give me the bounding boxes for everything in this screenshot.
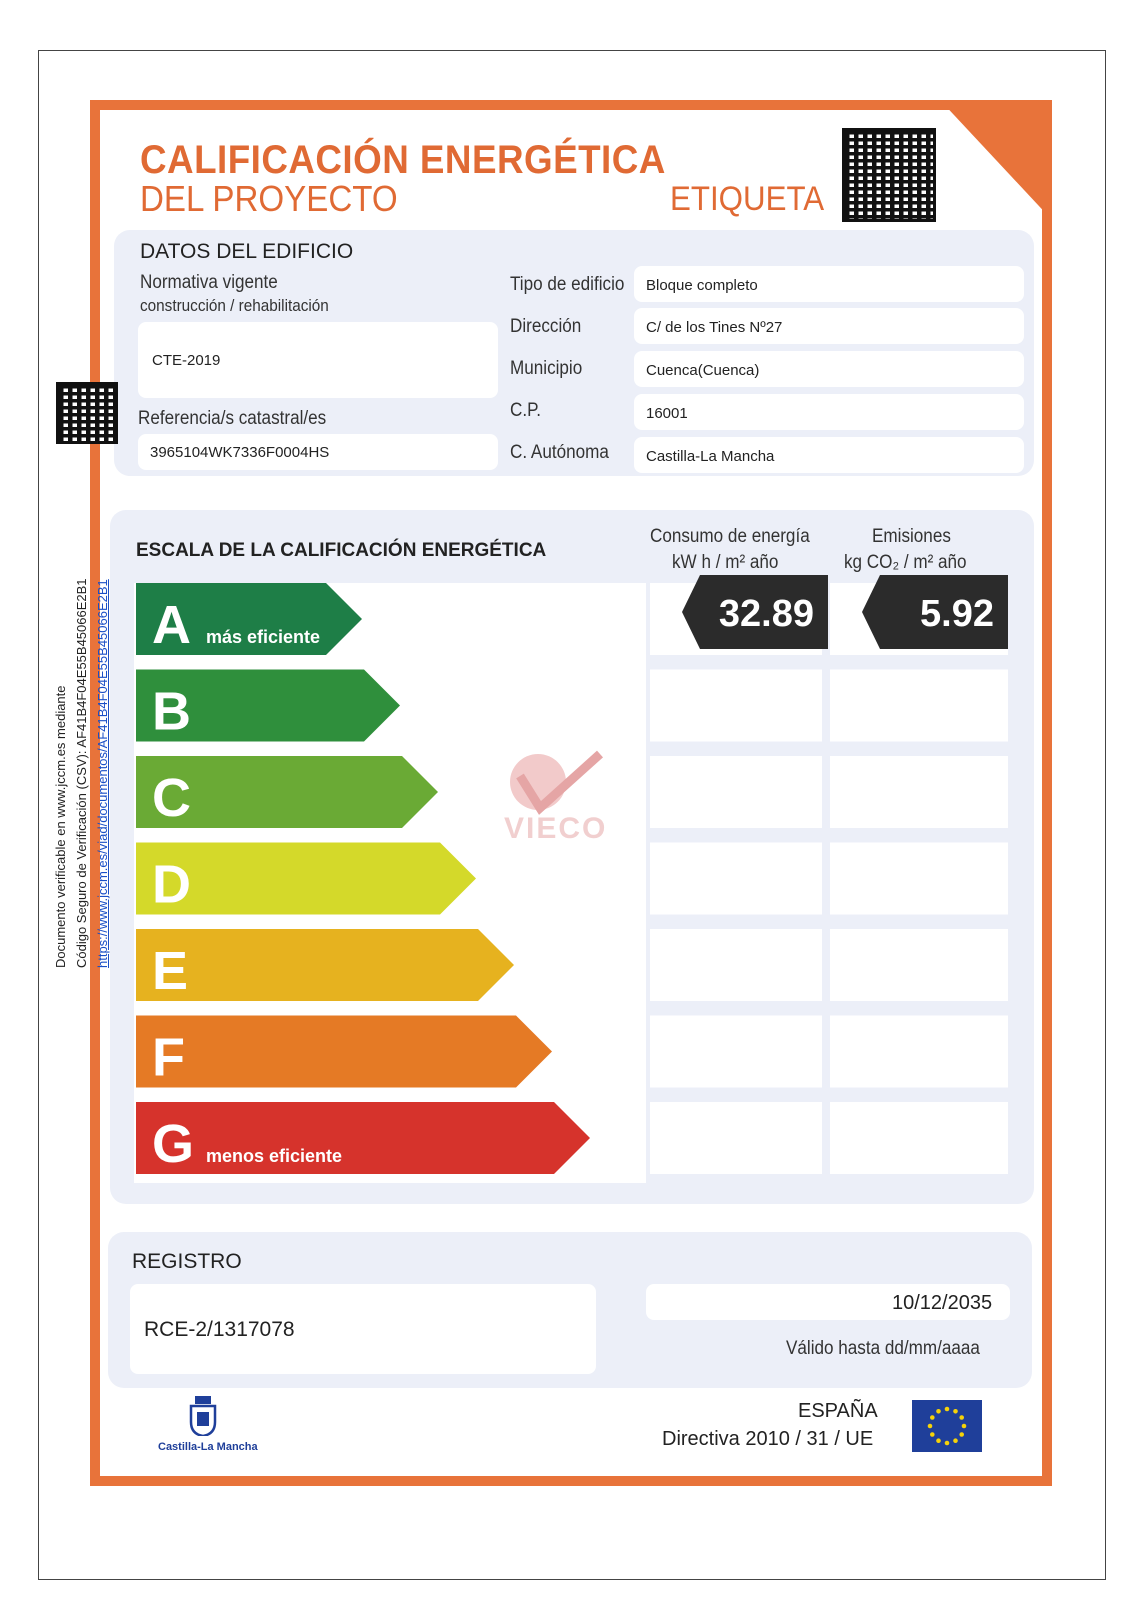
verification-line-2: Código Seguro de Verificación (CSV): AF41B4F04E55B45066E2B1 — [74, 578, 89, 968]
region-logo-text: Castilla-La Mancha — [158, 1441, 258, 1453]
title-line-1: CALIFICACIÓN ENERGÉTICA — [140, 138, 666, 182]
eu-star — [945, 1441, 950, 1446]
country-label: ESPAÑA — [798, 1400, 878, 1422]
field-value-tipo: Bloque completo — [646, 277, 758, 294]
class-note-g: menos eficiente — [206, 1146, 343, 1166]
value-cell-e-2 — [830, 929, 1008, 1001]
normativa-value: CTE-2019 — [152, 352, 221, 369]
class-bar-g — [136, 1102, 590, 1174]
field-label-direccion: Dirección — [510, 316, 582, 337]
value-cell-b-1 — [650, 670, 822, 742]
value-cell-c-1 — [650, 756, 822, 828]
value-cell-c-2 — [830, 756, 1008, 828]
field-label-cp: C.P. — [510, 400, 542, 421]
class-letter-f: F — [152, 1027, 185, 1088]
consumo-value-tag-text: 32.89 — [718, 593, 814, 635]
eu-star — [936, 1409, 941, 1414]
class-letter-g: G — [152, 1114, 195, 1174]
registro-section-title: REGISTRO — [132, 1250, 242, 1273]
catastral-label: Referencia/s catastral/es — [138, 408, 327, 429]
scale-section-title: ESCALA DE LA CALIFICACIÓN ENERGÉTICA — [136, 540, 547, 561]
registro-number: RCE-2/1317078 — [144, 1318, 295, 1341]
value-cell-d-2 — [830, 843, 1008, 915]
eu-star — [953, 1438, 958, 1443]
class-note-a: más eficiente — [206, 627, 321, 647]
class-letter-e: E — [152, 941, 189, 1001]
eu-star — [953, 1409, 958, 1414]
class-bar-e — [136, 929, 514, 1001]
eu-star — [928, 1424, 933, 1429]
consumo-unit: kW h / m² año — [672, 552, 779, 573]
eu-star — [959, 1432, 964, 1437]
value-cell-d-1 — [650, 843, 822, 915]
vieco-watermark — [500, 750, 630, 850]
value-cell-g-1 — [650, 1102, 822, 1174]
eu-star — [930, 1415, 935, 1420]
class-letter-a: A — [152, 595, 191, 655]
label-type: ETIQUETA — [670, 180, 825, 218]
building-section-title: DATOS DEL EDIFICIO — [140, 240, 354, 263]
emisiones-unit: kg CO₂ / m² año — [844, 552, 967, 573]
field-value-direccion: C/ de los Tines Nº27 — [646, 319, 783, 336]
class-bar-f — [136, 1016, 552, 1088]
vieco-logo-icon — [500, 750, 630, 820]
eu-flag-icon — [912, 1400, 982, 1452]
field-value-cp: 16001 — [646, 405, 688, 422]
emisiones-label: Emisiones — [872, 526, 951, 547]
class-letter-d: D — [152, 854, 191, 915]
catastral-value: 3965104WK7336F0004HS — [150, 444, 330, 461]
emisiones-value-tag-text: 5.92 — [920, 593, 994, 635]
field-value-municipio: Cuenca(Cuenca) — [646, 362, 760, 379]
eu-star — [930, 1432, 935, 1437]
field-label-autonoma: C. Autónoma — [510, 442, 609, 463]
field-label-tipo: Tipo de edificio — [510, 274, 625, 295]
title-line-2: DEL PROYECTO — [140, 178, 398, 219]
castilla-la-mancha-shield-icon — [189, 1396, 217, 1436]
value-cell-g-2 — [830, 1102, 1008, 1174]
region-logo — [158, 1396, 258, 1460]
value-cell-f-1 — [650, 1016, 822, 1088]
class-letter-c: C — [152, 768, 191, 828]
eu-star — [936, 1438, 941, 1443]
eu-star — [945, 1407, 950, 1412]
normativa-label-2: construcción / rehabilitación — [140, 296, 329, 315]
verification-link[interactable]: https://www.jccm.es/viad/documentos/AF41B4F04E55B45066E2B1 — [95, 579, 110, 968]
verification-line-1: Documento verificable en www.jccm.es mediante — [53, 685, 68, 968]
consumo-label: Consumo de energía — [650, 526, 810, 547]
watermark-text: VIECO — [504, 812, 608, 845]
value-cell-b-2 — [830, 670, 1008, 742]
normativa-label-1: Normativa vigente — [140, 272, 278, 293]
value-cell-e-1 — [650, 929, 822, 1001]
value-cell-f-2 — [830, 1016, 1008, 1088]
valid-label: Válido hasta dd/mm/aaaa — [786, 1338, 980, 1359]
field-value-autonoma: Castilla-La Mancha — [646, 448, 775, 465]
valid-date: 10/12/2035 — [892, 1292, 993, 1314]
eu-star — [962, 1424, 967, 1429]
directive-label: Directiva 2010 / 31 / UE — [662, 1428, 874, 1450]
class-letter-b: B — [152, 681, 191, 742]
eu-star — [959, 1415, 964, 1420]
field-label-municipio: Municipio — [510, 358, 583, 379]
